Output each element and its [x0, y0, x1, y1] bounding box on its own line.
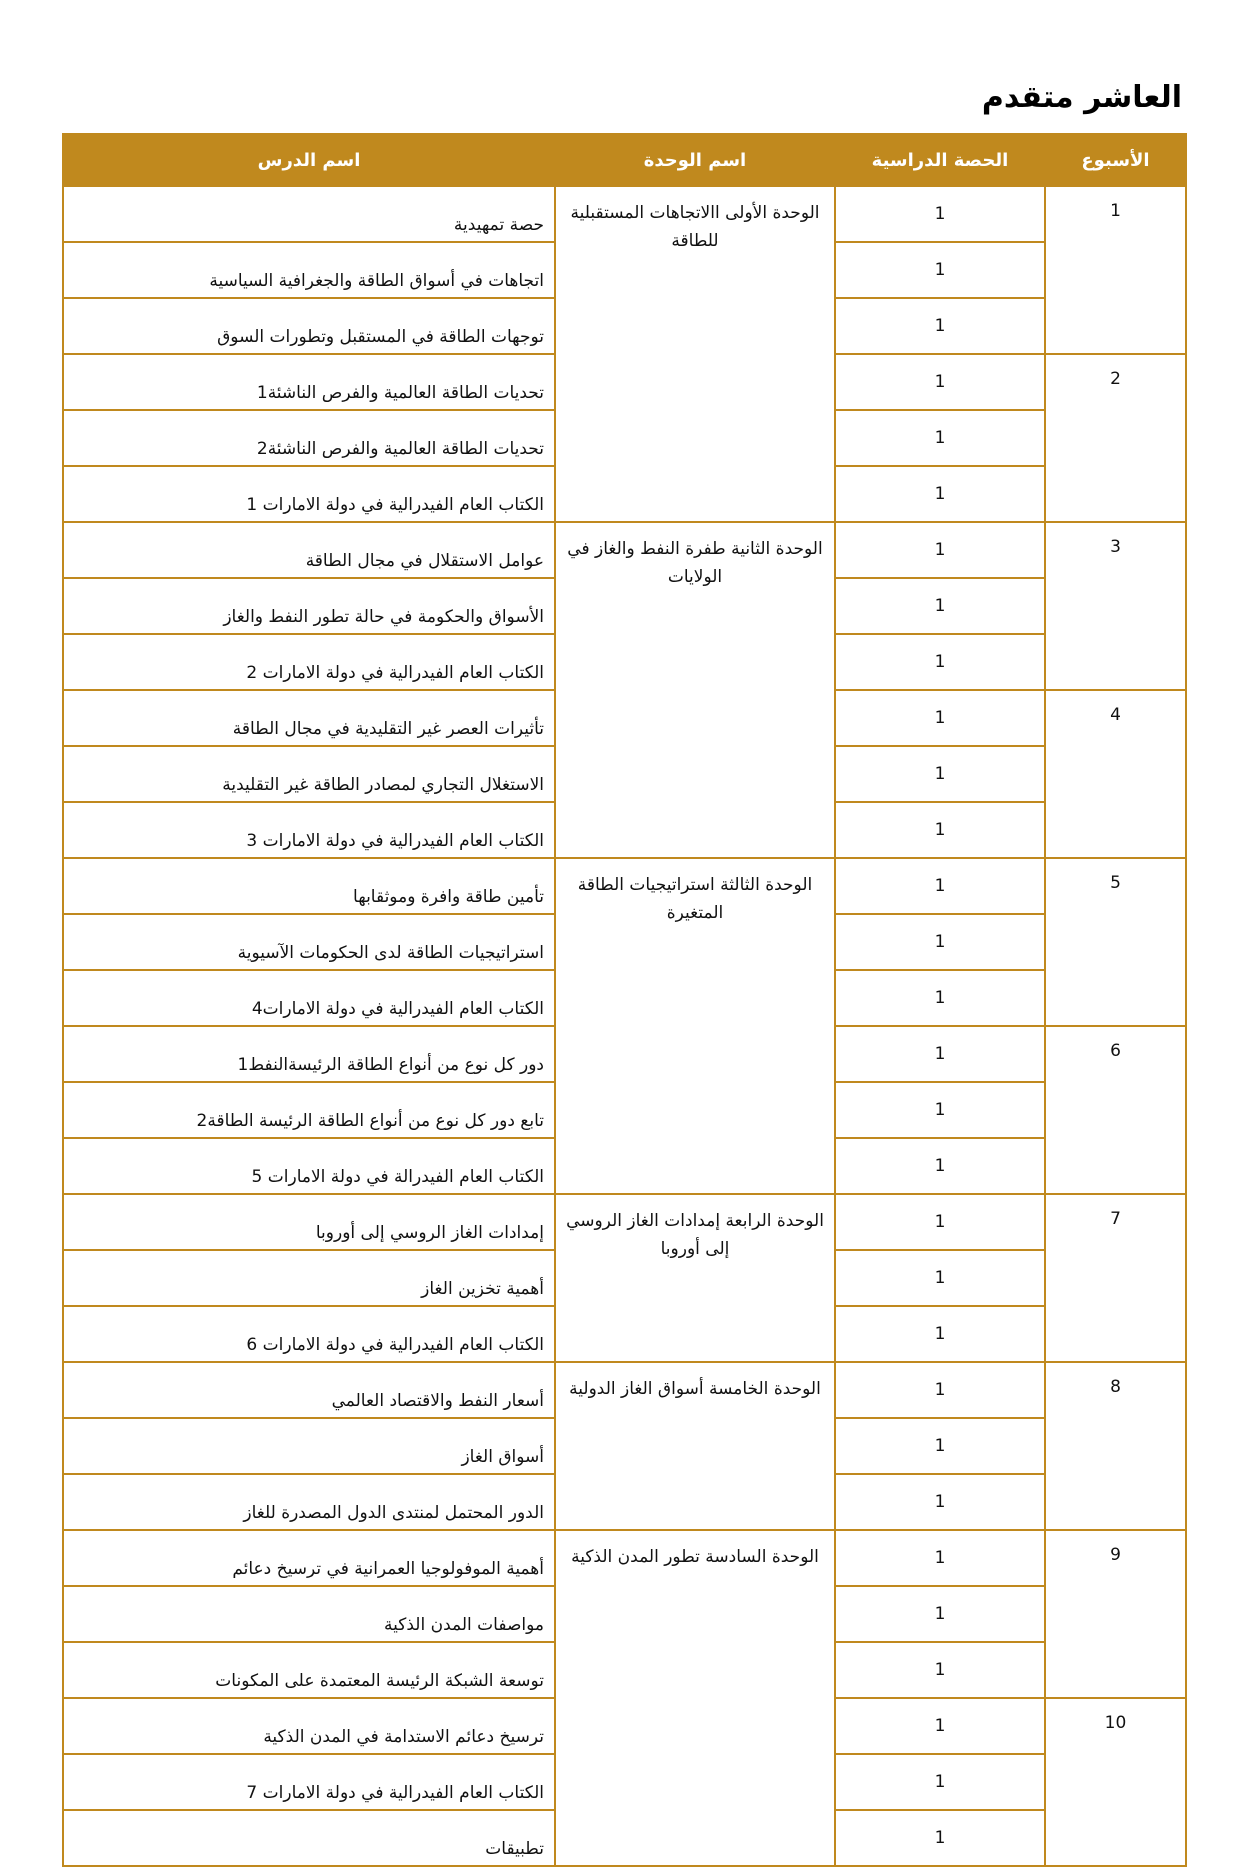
unit-cell: الوحدة الثالثة استراتيجيات الطاقة المتغيرة — [555, 858, 835, 1194]
session-cell: 1 — [835, 690, 1045, 746]
session-cell: 1 — [835, 634, 1045, 690]
table-row — [63, 858, 1186, 914]
table-row — [63, 1362, 1186, 1418]
unit-cell: الوحدة الرابعة إمدادات الغاز الروسي إلى أوروبا — [555, 1194, 835, 1362]
session-cell: 1 — [835, 466, 1045, 522]
lesson-cell: ترسيخ دعائم الاستدامة في المدن الذكية — [63, 1698, 555, 1754]
unit-cell: الوحدة السادسة تطور المدن الذكية — [555, 1530, 835, 1866]
session-cell: 1 — [835, 1026, 1045, 1082]
lesson-cell: تطبيقات — [63, 1810, 555, 1866]
schedule-table — [62, 133, 1187, 1867]
week-cell: 10 — [1045, 1698, 1186, 1866]
lesson-cell: الدور المحتمل لمنتدى الدول المصدرة للغاز — [63, 1474, 555, 1530]
lesson-cell: تأثيرات العصر غير التقليدية في مجال الطاقة — [63, 690, 555, 746]
lesson-cell: عوامل الاستقلال في مجال الطاقة — [63, 522, 555, 578]
week-cell: 6 — [1045, 1026, 1186, 1194]
lesson-cell: أسواق الغاز — [63, 1418, 555, 1474]
session-cell: 1 — [835, 1474, 1045, 1530]
session-cell: 1 — [835, 242, 1045, 298]
table-row — [63, 186, 1186, 242]
lesson-cell: توسعة الشبكة الرئيسة المعتمدة على المكونات — [63, 1642, 555, 1698]
session-cell: 1 — [835, 1586, 1045, 1642]
session-cell: 1 — [835, 914, 1045, 970]
session-cell: 1 — [835, 298, 1045, 354]
table-row — [63, 522, 1186, 578]
lesson-cell: تأمين طاقة وافرة وموثقابها — [63, 858, 555, 914]
lesson-cell: الكتاب العام الفيدرالية في دولة الامارات4 — [63, 970, 555, 1026]
session-cell: 1 — [835, 522, 1045, 578]
unit-cell: الوحدة الخامسة أسواق الغاز الدولية — [555, 1362, 835, 1530]
week-cell: 2 — [1045, 354, 1186, 522]
header-lesson: اسم الدرس — [63, 134, 555, 186]
week-cell: 7 — [1045, 1194, 1186, 1362]
week-cell: 5 — [1045, 858, 1186, 1026]
lesson-cell: أسعار النفط والاقتصاد العالمي — [63, 1362, 555, 1418]
session-cell: 1 — [835, 1362, 1045, 1418]
week-cell: 1 — [1045, 186, 1186, 354]
header-session: الحصة الدراسية — [835, 134, 1045, 186]
session-cell: 1 — [835, 1530, 1045, 1586]
week-cell: 9 — [1045, 1530, 1186, 1698]
lesson-cell: أهمية الموفولوجيا العمرانية في ترسيخ دعائم — [63, 1530, 555, 1586]
session-cell: 1 — [835, 1418, 1045, 1474]
week-cell: 4 — [1045, 690, 1186, 858]
lesson-cell: الكتاب العام الفيدرالية في دولة الامارات 1 — [63, 466, 555, 522]
lesson-cell: تحديات الطاقة العالمية والفرص الناشئة1 — [63, 354, 555, 410]
lesson-cell: الاستغلال التجاري لمصادر الطاقة غير التقليدية — [63, 746, 555, 802]
session-cell: 1 — [835, 1754, 1045, 1810]
lesson-cell: توجهات الطاقة في المستقبل وتطورات السوق — [63, 298, 555, 354]
session-cell: 1 — [835, 578, 1045, 634]
session-cell: 1 — [835, 1642, 1045, 1698]
session-cell: 1 — [835, 746, 1045, 802]
week-cell: 3 — [1045, 522, 1186, 690]
session-cell: 1 — [835, 1306, 1045, 1362]
session-cell: 1 — [835, 1810, 1045, 1866]
session-cell: 1 — [835, 858, 1045, 914]
lesson-cell: تحديات الطاقة العالمية والفرص الناشئة2 — [63, 410, 555, 466]
lesson-cell: اتجاهات في أسواق الطاقة والجغرافية السياسية — [63, 242, 555, 298]
lesson-cell: استراتيجيات الطاقة لدى الحكومات الآسيوية — [63, 914, 555, 970]
session-cell: 1 — [835, 802, 1045, 858]
lesson-cell: دور كل نوع من أنواع الطاقة الرئيسةالنفط1 — [63, 1026, 555, 1082]
week-cell: 8 — [1045, 1362, 1186, 1530]
table-header-row — [63, 134, 1186, 186]
lesson-cell: تابع دور كل نوع من أنواع الطاقة الرئيسة الطاقة2 — [63, 1082, 555, 1138]
session-cell: 1 — [835, 1698, 1045, 1754]
session-cell: 1 — [835, 1194, 1045, 1250]
lesson-cell: الكتاب العام الفيدرالية في دولة الامارات 3 — [63, 802, 555, 858]
lesson-cell: الكتاب العام الفيدرالية في دولة الامارات 2 — [63, 634, 555, 690]
unit-cell: الوحدة الأولى االاتجاهات المستقبلية للطاقة — [555, 186, 835, 522]
lesson-cell: أهمية تخزين الغاز — [63, 1250, 555, 1306]
lesson-cell: الأسواق والحكومة في حالة تطور النفط والغاز — [63, 578, 555, 634]
lesson-cell: إمدادات الغاز الروسي إلى أوروبا — [63, 1194, 555, 1250]
session-cell: 1 — [835, 1250, 1045, 1306]
unit-cell: الوحدة الثانية طفرة النفط والغاز في الولايات — [555, 522, 835, 858]
lesson-cell: مواصفات المدن الذكية — [63, 1586, 555, 1642]
session-cell: 1 — [835, 186, 1045, 242]
session-cell: 1 — [835, 970, 1045, 1026]
session-cell: 1 — [835, 1082, 1045, 1138]
lesson-cell: الكتاب العام الفيدرالية في دولة الامارات 7 — [63, 1754, 555, 1810]
header-week: الأسبوع — [1045, 134, 1186, 186]
lesson-cell: حصة تمهيدية — [63, 186, 555, 242]
session-cell: 1 — [835, 354, 1045, 410]
header-unit: اسم الوحدة — [555, 134, 835, 186]
lesson-cell: الكتاب العام الفيدرالة في دولة الامارات 5 — [63, 1138, 555, 1194]
session-cell: 1 — [835, 1138, 1045, 1194]
table-row — [63, 1194, 1186, 1250]
lesson-cell: الكتاب العام الفيدرالية في دولة الامارات 6 — [63, 1306, 555, 1362]
session-cell: 1 — [835, 410, 1045, 466]
table-row — [63, 1530, 1186, 1586]
page-title: العاشر متقدم — [981, 80, 1182, 115]
